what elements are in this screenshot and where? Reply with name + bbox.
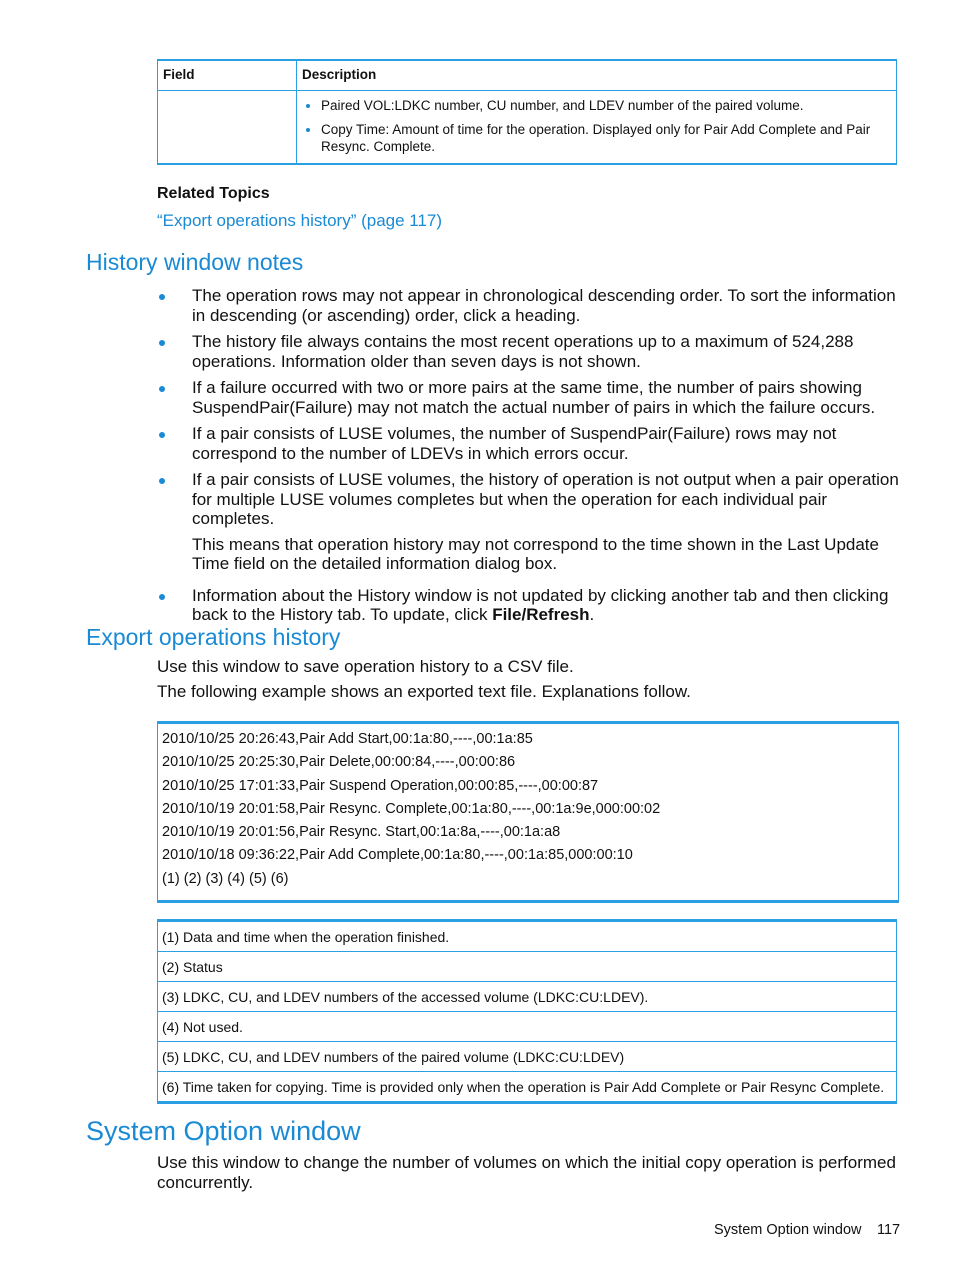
history-notes-heading: History window notes [86,249,304,275]
legend-cell: (2) Status [158,952,897,982]
table-row [158,1012,897,1042]
list-item [157,378,899,417]
note-text: The history file always contains the most recent operations up to a maximum of 524,288 operations. Information older than seven days is not shown. [192,332,854,371]
legend-cell: (5) LDKC, CU, and LDEV numbers of the paired volume (LDKC:CU:LDEV) [158,1042,897,1072]
list-item [157,286,899,325]
table-row [158,91,897,165]
example-line: 2010/10/25 20:25:30,Pair Delete,00:00:84,----,00:00:86 [162,754,516,771]
export-history-link[interactable]: “Export operations history” (page 117) [157,211,443,230]
example-line: 2010/10/25 17:01:33,Pair Suspend Operation,00:00:85,----,00:00:87 [162,777,599,794]
related-topics-heading: Related Topics [157,185,270,202]
note-text [192,586,899,625]
note-text: If a pair consists of LUSE volumes, the history of operation is not output when a pair operation for multiple LUSE volumes completes but when the operation for each individual pair completes. [192,470,899,528]
export-intro-text: Use this window to save operation history to a CSV file. [157,657,574,676]
legend-cell: (4) Not used. [158,1012,897,1042]
column-legend-table [157,919,897,1104]
example-export-file [157,721,899,903]
system-option-heading: System Option window [86,1116,361,1146]
note-text-end: . [589,605,595,624]
note-text: If a pair consists of LUSE volumes, the number of SuspendPair(Failure) rows may not correspond to the number of LDEVs in which errors occur. [192,424,837,463]
footer-section-title: System Option window [714,1222,862,1238]
legend-cell: (3) LDKC, CU, and LDEV numbers of the accessed volume (LDKC:CU:LDEV). [158,982,897,1012]
example-line: 2010/10/19 20:01:56,Pair Resync. Start,00:1a:8a,----,00:1a:a8 [162,824,561,841]
list-item: Paired VOL:LDKC number, CU number, and LDEV number of the paired volume. [303,97,890,114]
note-text: The operation rows may not appear in chronological descending order. To sort the information in descending (or ascending) order, click a heading. [192,286,896,325]
legend-cell: (1) Data and time when the operation finished. [158,921,897,952]
history-notes-list [157,286,899,632]
table-row [158,921,897,952]
table-row [158,982,897,1012]
list-item [157,424,899,463]
export-example-intro-text: The following example shows an exported text file. Explanations follow. [157,682,691,701]
example-line: 2010/10/25 20:26:43,Pair Add Start,00:1a:80,----,00:1a:85 [162,731,533,747]
note-text: If a failure occurred with two or more pairs at the same time, the number of pairs showing SuspendPair(Failure) may not match the actual number of pairs in which the failure occurs. [192,378,876,417]
example-line: 2010/10/19 20:01:58,Pair Resync. Complete,00:1a:80,----,00:1a:9e,000:00:02 [162,800,661,817]
table-header-row [158,60,897,91]
field-cell [158,91,297,165]
field-description-table [157,59,897,165]
example-line: 2010/10/18 09:36:22,Pair Add Complete,00:1a:80,----,00:1a:85,000:00:10 [162,847,633,864]
file-refresh-command: File/Refresh [492,605,590,624]
list-item: Copy Time: Amount of time for the operation. Displayed only for Pair Add Complete and Pair Resync. Complete. [303,121,890,155]
example-column-markers: (1) (2) (3) (4) (5) (6) [162,870,289,887]
legend-cell: (6) Time taken for copying. Time is provided only when the operation is Pair Add Complete or Pair Resync Complete. [158,1072,897,1103]
table-row [158,1042,897,1072]
table-row [158,1072,897,1103]
note-extra-text: This means that operation history may not correspond to the time shown in the Last Update Time field on the detailed information dialog box. [192,534,879,573]
table-row [158,952,897,982]
list-item [157,586,899,625]
export-history-heading: Export operations history [86,624,341,650]
description-column-header: Description [297,60,897,91]
note-text-start: Information about the History window is not updated by clicking another tab and then clicking back to the History tab. To update, click [192,585,889,624]
system-option-text: Use this window to change the number of volumes on which the initial copy operation is performed concurrently. [157,1153,896,1192]
description-bullet-list [303,97,890,155]
page-number: 117 [877,1222,901,1238]
list-item [157,332,899,371]
field-column-header: Field [158,60,297,91]
list-item [157,470,899,574]
description-cell [297,91,897,165]
